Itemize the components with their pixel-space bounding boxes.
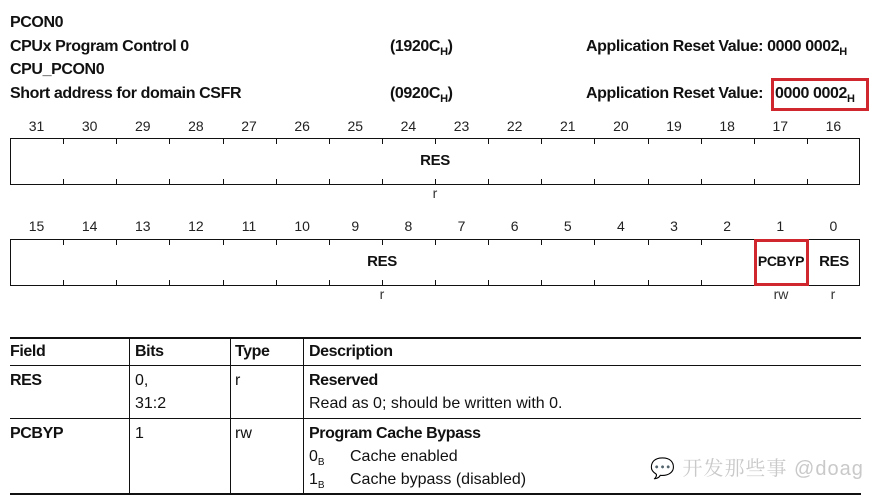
- bit-number: 2: [723, 218, 732, 234]
- bit-tick: [807, 179, 808, 185]
- bit-tick: [276, 179, 277, 185]
- short-register-name: CPU_PCON0: [10, 61, 105, 78]
- bit-tick: [63, 138, 64, 144]
- bit-tick: [276, 280, 277, 286]
- register-description: CPUx Program Control 0: [10, 38, 189, 55]
- short-application-reset-label: Application Reset Value:: [586, 85, 764, 102]
- bit-number: 20: [613, 118, 629, 134]
- access-res-bit0: r: [830, 286, 836, 302]
- table-bottom-rule: [10, 493, 861, 495]
- table-top-rule: [10, 337, 861, 339]
- enum-meaning: Cache enabled: [350, 448, 458, 465]
- bit-number: 31: [28, 118, 45, 134]
- bit-tick: [594, 138, 595, 144]
- row-desc-title: Reserved: [309, 372, 378, 389]
- bit-number: 15: [28, 218, 45, 234]
- column-header-bits: Bits: [135, 343, 164, 360]
- bit-tick: [594, 179, 595, 185]
- bit-number: 13: [134, 218, 151, 234]
- bit-number: 24: [400, 118, 417, 134]
- register-address: $(1920C_H)$: [390, 38, 453, 58]
- field-res-lower: RES: [367, 253, 397, 270]
- bit-tick: [754, 179, 755, 185]
- bit-tick: [382, 179, 383, 185]
- bit-tick: [116, 179, 117, 185]
- access-res-lower: r: [379, 286, 385, 302]
- bit-number: 27: [241, 118, 257, 134]
- bit-tick: [169, 138, 170, 144]
- bit-number: 9: [351, 218, 360, 234]
- bit-number: 25: [347, 118, 364, 134]
- bit-tick: [541, 138, 542, 144]
- bit-tick: [648, 179, 649, 185]
- row-type: r: [235, 372, 241, 389]
- bit-tick: [382, 239, 383, 245]
- row-field: RES: [10, 372, 42, 389]
- table-header-rule: [10, 365, 861, 366]
- bit-tick: [382, 138, 383, 144]
- bit-tick: [223, 138, 224, 144]
- short-register-description: Short address for domain CSFR: [10, 85, 242, 102]
- column-divider: [303, 337, 304, 494]
- bit-tick: [648, 239, 649, 245]
- bit-number: 8: [404, 218, 413, 234]
- table-row-rule: [10, 418, 861, 419]
- bit-number: 18: [719, 118, 735, 134]
- application-reset-value: Application Reset Value: 0000 $0002_H$: [586, 38, 847, 58]
- bit-tick: [223, 280, 224, 286]
- row-bits-cont: 31:2: [135, 395, 167, 412]
- enum-code: $1_B$: [309, 471, 325, 491]
- bit-number: 4: [616, 218, 625, 234]
- bit-tick: [116, 239, 117, 245]
- field-pcbyp: PCBYP: [757, 253, 805, 269]
- bit-tick: [276, 239, 277, 245]
- row-bits: 1: [135, 425, 144, 442]
- bit-tick: [488, 280, 489, 286]
- bit-number: 16: [825, 118, 842, 134]
- row-desc-title: Program Cache Bypass: [309, 425, 481, 442]
- bit-tick: [223, 239, 224, 245]
- access-pcbyp: rw: [773, 286, 789, 302]
- row-desc-text: Read as 0; should be written with 0.: [309, 395, 563, 412]
- bit-tick: [329, 239, 330, 245]
- bit-tick: [807, 138, 808, 144]
- bit-number: 14: [81, 218, 98, 234]
- wechat-icon: 💬: [650, 458, 676, 480]
- bit-tick: [594, 280, 595, 286]
- short-application-reset-value: 0000 $0002_H$: [775, 85, 855, 105]
- bit-number: 1: [776, 218, 785, 234]
- bit-tick: [63, 280, 64, 286]
- field-res-bit0: RES: [819, 253, 849, 270]
- enum-meaning: Cache bypass (disabled): [350, 471, 527, 488]
- bit-tick: [541, 280, 542, 286]
- row-type: rw: [235, 425, 252, 442]
- bit-number: 17: [772, 118, 789, 134]
- bit-tick: [116, 138, 117, 144]
- bit-tick: [276, 138, 277, 144]
- bit-tick: [701, 138, 702, 144]
- bit-number: 12: [188, 218, 204, 234]
- row-bits: 0,: [135, 372, 149, 389]
- bit-tick: [169, 280, 170, 286]
- bit-number: 7: [457, 218, 466, 234]
- field-res-upper: RES: [420, 152, 450, 169]
- reset-value-highlight: [771, 78, 869, 111]
- short-register-address: $(0920C_H)$: [390, 85, 453, 105]
- bit-number: 26: [294, 118, 310, 134]
- column-header-type: Type: [235, 343, 270, 360]
- bit-tick: [63, 179, 64, 185]
- bit-number: 19: [666, 118, 682, 134]
- bit-tick: [435, 138, 436, 144]
- bit-number: 30: [81, 118, 98, 134]
- bit-tick: [648, 280, 649, 286]
- bit-tick: [329, 280, 330, 286]
- bit-tick: [701, 239, 702, 245]
- bit-tick: [435, 239, 436, 245]
- access-res-upper: r: [432, 185, 438, 201]
- bit-tick: [488, 179, 489, 185]
- bit-number: 10: [294, 218, 310, 234]
- bit-number: 5: [563, 218, 572, 234]
- bit-number: 11: [241, 218, 257, 234]
- column-divider: [230, 337, 231, 494]
- bit-tick: [701, 179, 702, 185]
- bit-tick: [169, 179, 170, 185]
- bit-number: 23: [453, 118, 470, 134]
- bit-number: 3: [670, 218, 678, 234]
- bit-number: 6: [510, 218, 519, 234]
- bit-tick: [223, 179, 224, 185]
- bit-tick: [541, 179, 542, 185]
- bit-tick: [488, 138, 489, 144]
- bit-tick: [701, 280, 702, 286]
- bit-number: 21: [559, 118, 576, 134]
- enum-code: $0_B$: [309, 448, 325, 468]
- bit-tick: [488, 239, 489, 245]
- bit-tick: [169, 239, 170, 245]
- column-divider: [129, 337, 130, 494]
- bit-tick: [435, 280, 436, 286]
- column-header-description: Description: [309, 343, 393, 360]
- bit-tick: [116, 280, 117, 286]
- bit-tick: [648, 138, 649, 144]
- bit-tick: [63, 239, 64, 245]
- register-name: PCON0: [10, 14, 64, 31]
- row-field: PCBYP: [10, 425, 64, 442]
- column-header-field: Field: [10, 343, 46, 360]
- bit-number: 22: [506, 118, 523, 134]
- bit-tick: [754, 138, 755, 144]
- bit-tick: [329, 138, 330, 144]
- bit-number: 29: [134, 118, 151, 134]
- bit-tick: [329, 179, 330, 185]
- bit-number: 0: [829, 218, 838, 234]
- bit-tick: [541, 239, 542, 245]
- bit-tick: [594, 239, 595, 245]
- watermark: 💬 开发那些事 @doag: [650, 458, 864, 480]
- pcbyp-highlight: [754, 239, 809, 286]
- bit-number: 28: [188, 118, 204, 134]
